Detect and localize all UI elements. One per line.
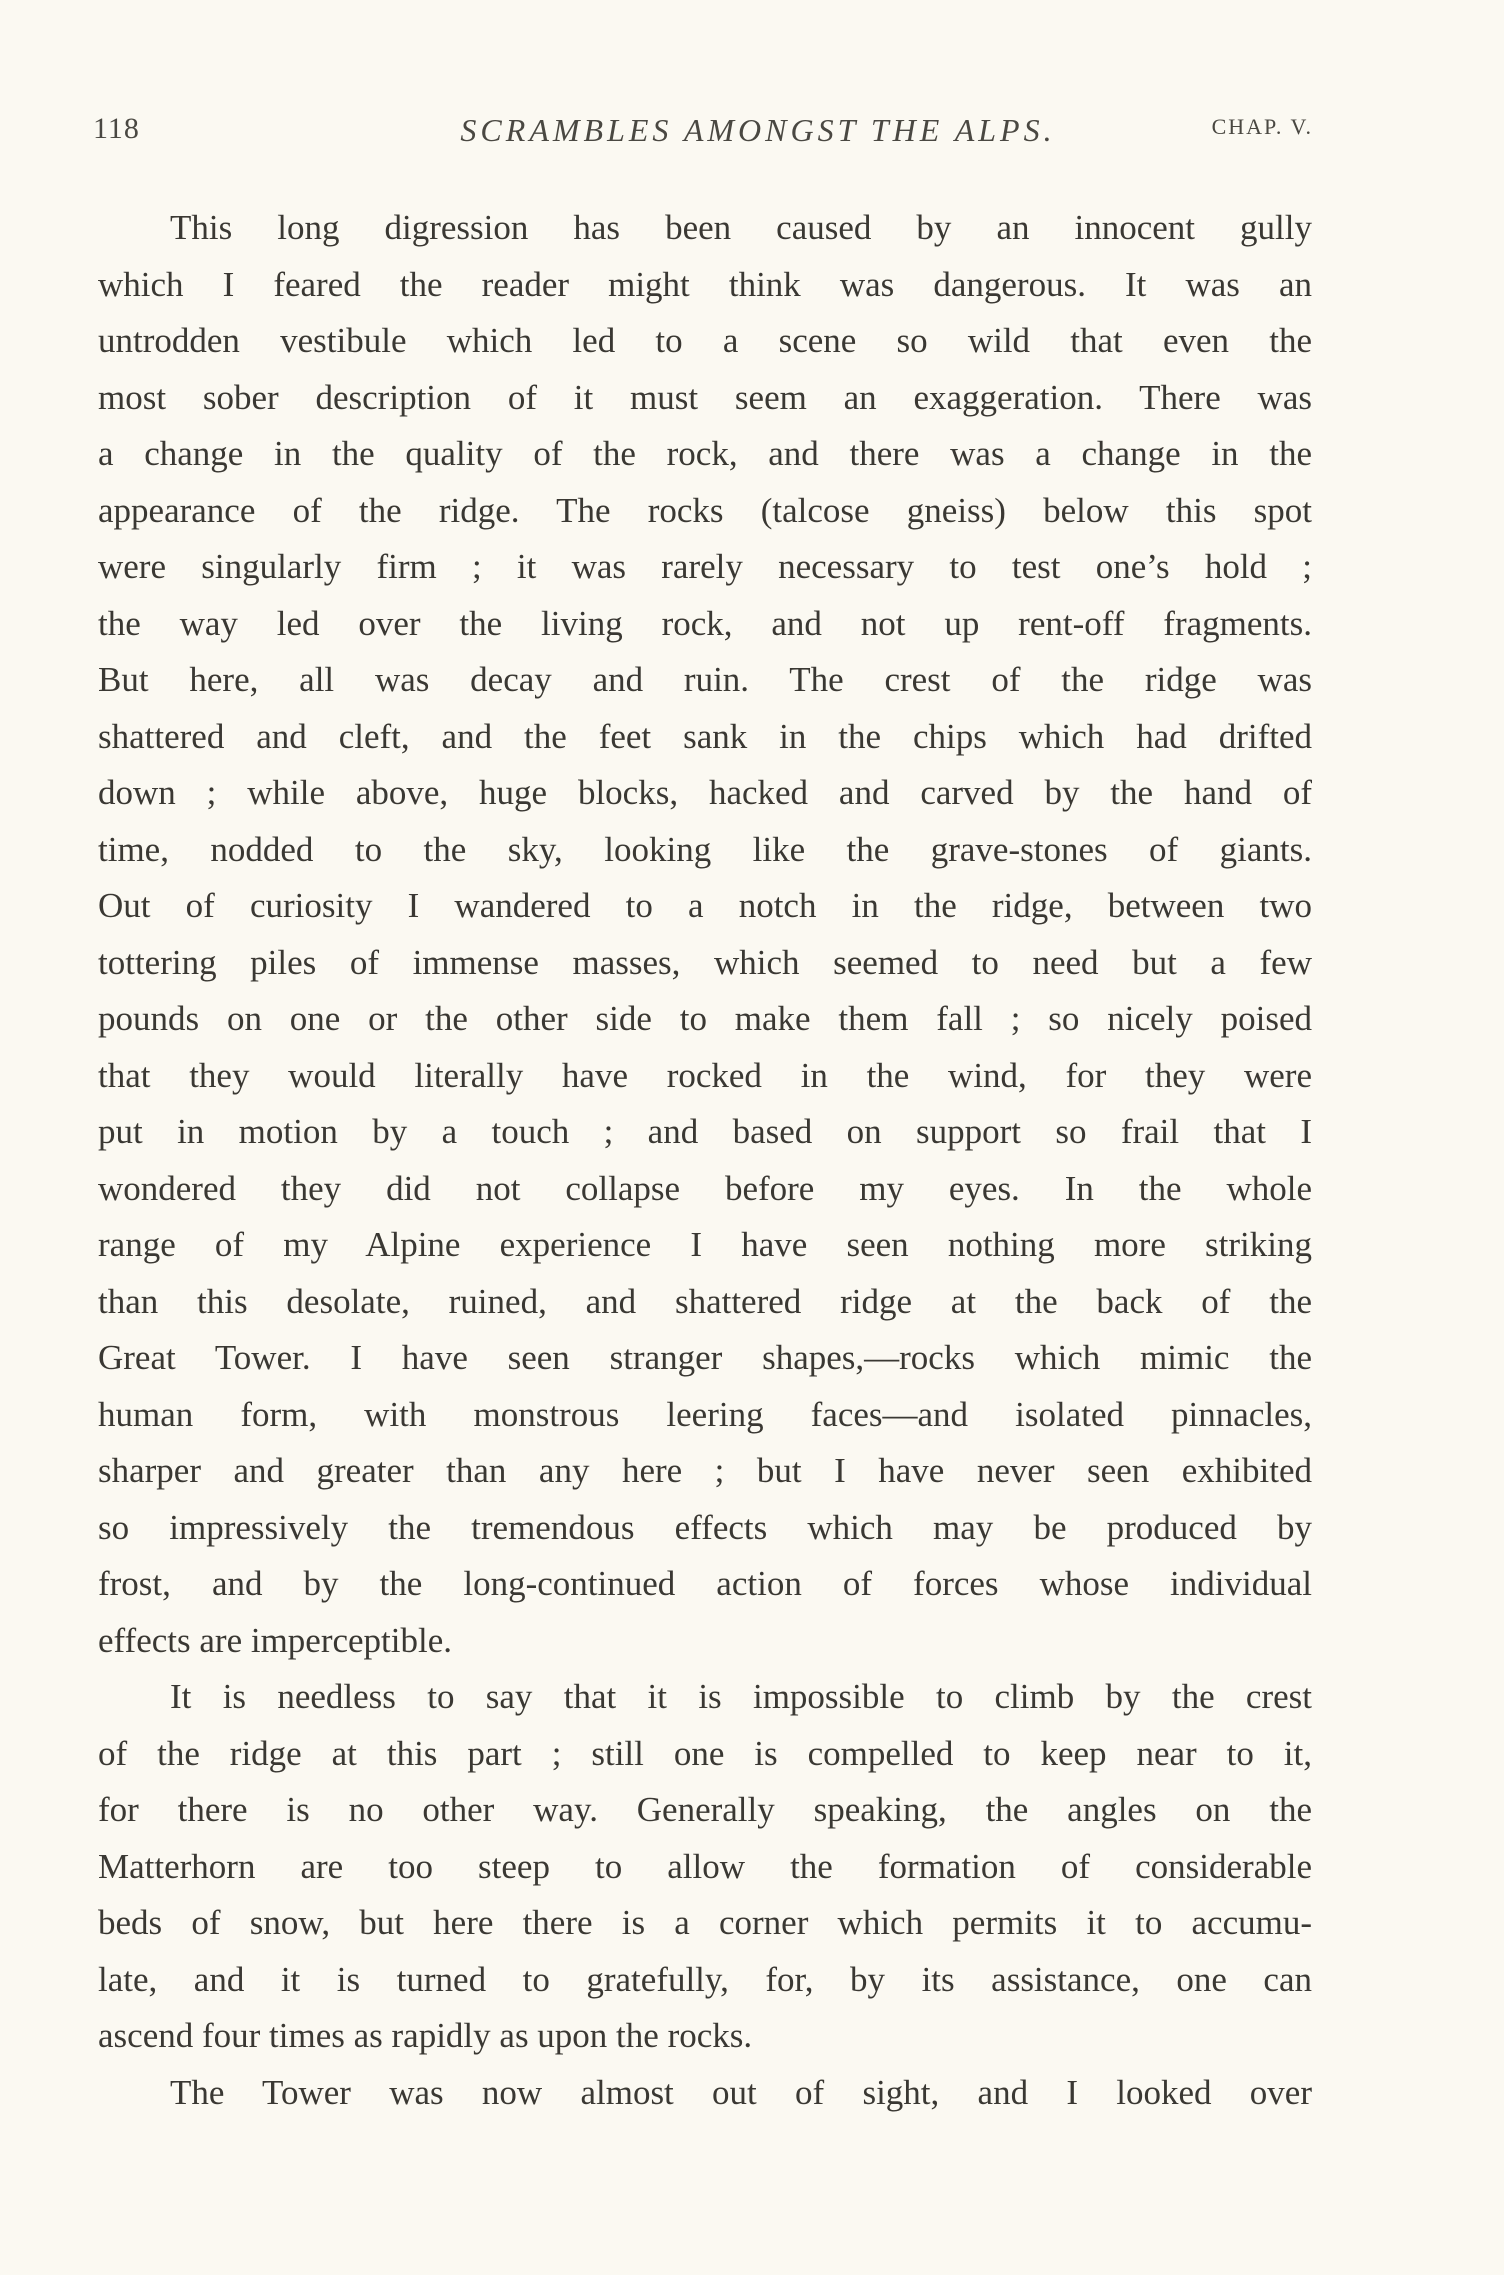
text-line: of the ridge at this part ; still one is compelled to keep near to it, <box>98 1733 1312 1773</box>
text-line: Matterhorn are too steep to allow the formation of considerable <box>98 1846 1312 1886</box>
text-line: This long digression has been caused by an innocent gully <box>170 208 1312 247</box>
text-line: were singularly firm ; it was rarely necessary to test one’s hold ; <box>98 547 1312 586</box>
text-line: frost, and by the long-continued action of forces whose individual <box>98 1564 1312 1603</box>
text-line: put in motion by a touch ; and based on support so frail that I <box>98 1112 1312 1151</box>
text-line: so impressively the tremendous effects which may be produced by <box>98 1507 1312 1547</box>
text-line: But here, all was decay and ruin. The crest of the ridge was <box>98 660 1312 699</box>
text-line: most sober description of it must seem an exaggeration. There was <box>98 377 1312 417</box>
text-line: than this desolate, ruined, and shattered ridge at the back of the <box>98 1281 1312 1321</box>
text-line: late, and it is turned to gratefully, for, by its assistance, one can <box>98 1959 1312 1999</box>
page-number: 118 <box>93 112 140 145</box>
running-title: SCRAMBLES AMONGST THE ALPS. <box>460 112 1056 148</box>
text-line: ascend four times as rapidly as upon the rocks. <box>98 2016 753 2055</box>
body-text <box>98 200 1312 2121</box>
text-line: untrodden vestibule which led to a scene so wild that even the <box>98 321 1312 360</box>
text-line: that they would literally have rocked in the wind, for they were <box>98 1055 1312 1095</box>
text-line: human form, with monstrous leering faces—and isolated pinnacles, <box>98 1394 1312 1434</box>
text-line: The Tower was now almost out of sight, and I looked over <box>170 2072 1312 2112</box>
text-line: a change in the quality of the rock, and there was a change in the <box>98 434 1312 473</box>
text-line: sharper and greater than any here ; but I have never seen exhibited <box>98 1451 1312 1490</box>
page-header <box>93 112 1313 152</box>
text-line: It is needless to say that it is impossible to climb by the crest <box>170 1677 1312 1716</box>
text-line: beds of snow, but here there is a corner which permits it to accumu- <box>98 1903 1312 1942</box>
text-line: Out of curiosity I wandered to a notch in the ridge, between two <box>98 886 1312 925</box>
text-line: for there is no other way. Generally speaking, the angles on the <box>98 1790 1312 1829</box>
text-line: shattered and cleft, and the feet sank in the chips which had drifted <box>98 716 1312 756</box>
chapter-label: CHAP. V. <box>1211 114 1313 139</box>
text-line: the way led over the living rock, and not up rent-off fragments. <box>98 603 1312 643</box>
text-line: Great Tower. I have seen stranger shapes,—rocks which mimic the <box>98 1338 1312 1377</box>
text-line: down ; while above, huge blocks, hacked and carved by the hand of <box>98 773 1312 812</box>
text-line: appearance of the ridge. The rocks (talcose gneiss) below this spot <box>98 490 1312 530</box>
text-line: which I feared the reader might think was dangerous. It was an <box>98 264 1312 304</box>
text-line: effects are imperceptible. <box>98 1620 453 1660</box>
text-line: pounds on one or the other side to make them fall ; so nicely poised <box>98 999 1312 1038</box>
text-line: wondered they did not collapse before my eyes. In the whole <box>98 1168 1312 1208</box>
text-line: range of my Alpine experience I have seen nothing more striking <box>98 1225 1312 1264</box>
text-line: tottering piles of immense masses, which seemed to need but a few <box>98 942 1312 982</box>
text-line: time, nodded to the sky, looking like the grave-stones of giants. <box>98 829 1312 869</box>
